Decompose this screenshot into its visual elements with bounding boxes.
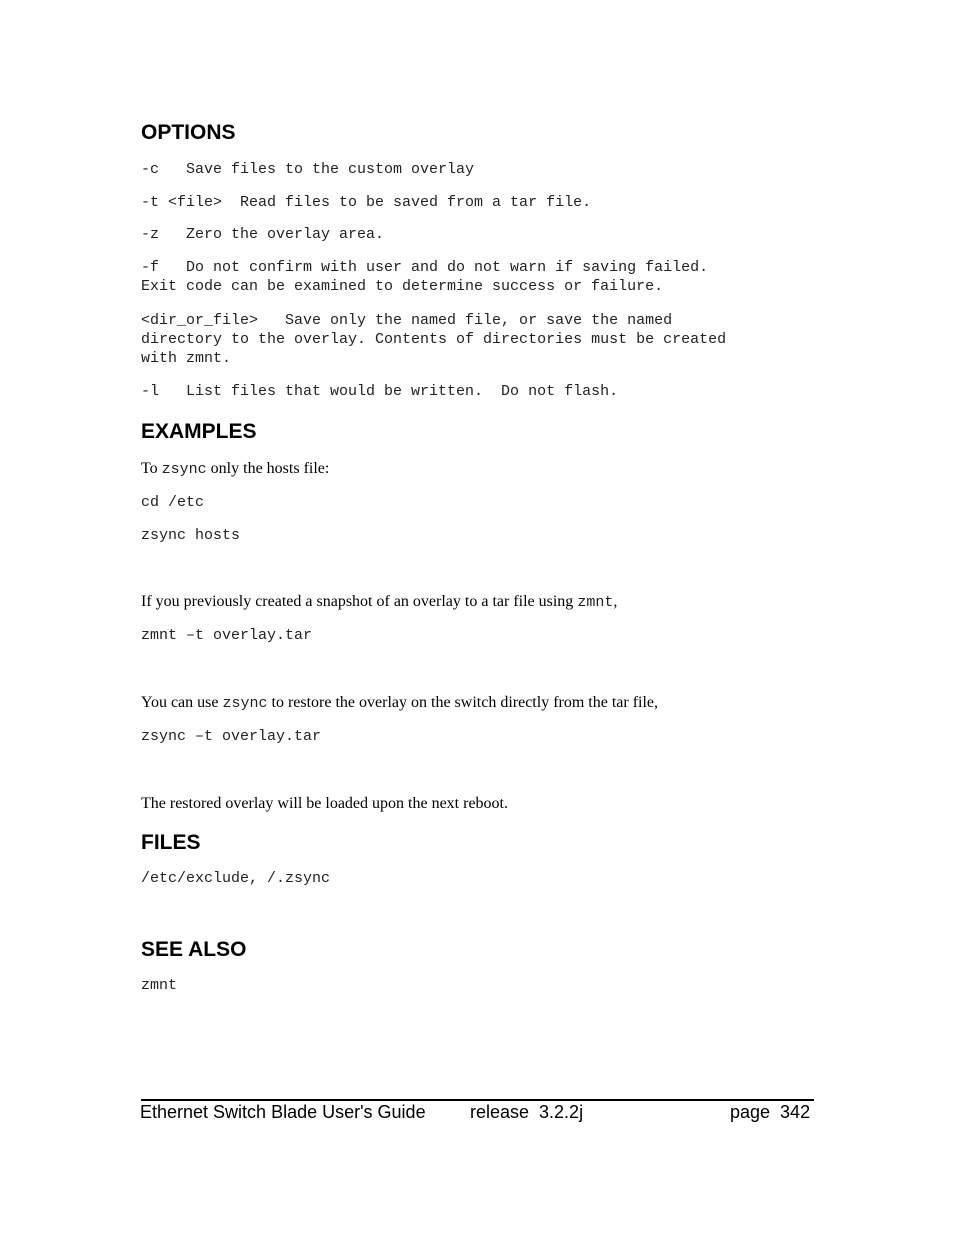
examples-heading: EXAMPLES bbox=[141, 420, 257, 443]
examples-restore-text bbox=[141, 693, 658, 714]
example-cmd-zsync-tar: zsync –t overlay.tar bbox=[141, 728, 322, 745]
option-z: -z Zero the overlay area. bbox=[141, 226, 385, 243]
footer-title: Ethernet Switch Blade User's Guide bbox=[140, 1102, 426, 1122]
see-also-heading: SEE ALSO bbox=[141, 938, 247, 961]
option-dir-or-file: <dir_or_file> Save only the named file, or save the named directory to the overlay. Contents of directories must be created with zmnt. bbox=[141, 312, 727, 367]
files-heading: FILES bbox=[141, 831, 201, 854]
restore-text-after: to restore the overlay on the switch directly from the tar file, bbox=[267, 694, 659, 711]
footer-release: release 3.2.2j bbox=[470, 1102, 584, 1122]
examples-note: The restored overlay will be loaded upon the next reboot. bbox=[141, 795, 508, 812]
restore-text-before: You can use bbox=[141, 694, 223, 711]
footer-page-number: page 342 bbox=[730, 1102, 811, 1122]
example-cmd-cd: cd /etc bbox=[141, 494, 205, 511]
examples-snapshot-text bbox=[141, 592, 617, 613]
snapshot-text-before: If you previously created a snapshot of an overlay to a tar file using bbox=[141, 593, 578, 610]
intro-text-before: To bbox=[141, 460, 162, 477]
examples-intro bbox=[141, 459, 329, 480]
example-cmd-zsync-hosts: zsync hosts bbox=[141, 527, 241, 544]
snapshot-code: zmnt bbox=[577, 594, 614, 611]
example-cmd-zmnt: zmnt –t overlay.tar bbox=[141, 627, 313, 644]
options-heading: OPTIONS bbox=[141, 121, 236, 144]
snapshot-text-after: , bbox=[613, 593, 618, 610]
option-t: -t <file> Read files to be saved from a tar file. bbox=[141, 194, 592, 211]
restore-code: zsync bbox=[222, 695, 268, 712]
intro-text-after: only the hosts file: bbox=[206, 460, 330, 477]
files-value: /etc/exclude, /.zsync bbox=[141, 870, 331, 887]
intro-code: zsync bbox=[161, 461, 207, 478]
option-l: -l List files that would be written. Do not flash. bbox=[141, 383, 619, 400]
option-c: -c Save files to the custom overlay bbox=[141, 161, 475, 178]
see-also-value: zmnt bbox=[141, 977, 178, 994]
option-f: -f Do not confirm with user and do not warn if saving failed. Exit code can be examined to determine success or failure. bbox=[141, 259, 709, 295]
